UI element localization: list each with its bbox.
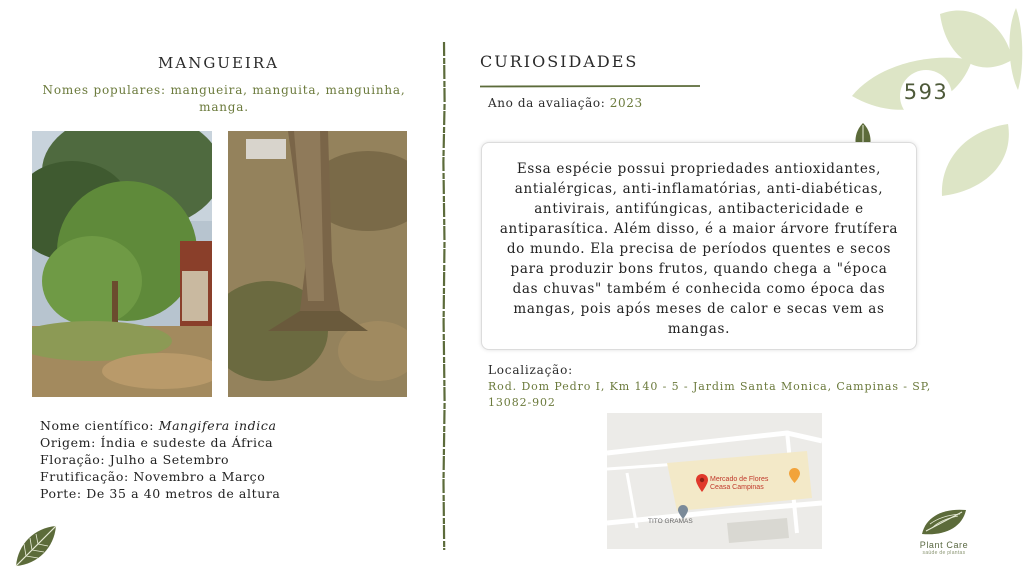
map-secondary-label: TITO GRAMAS	[648, 518, 693, 525]
badge-number: 593	[903, 80, 949, 104]
photo-tree-trunk	[228, 131, 407, 397]
scientific-name-value: Mangifera indica	[158, 418, 277, 433]
map-pin-label-line1: Mercado de Flores	[710, 476, 769, 483]
plant-title: MANGUEIRA	[158, 54, 279, 72]
scientific-name-label: Nome científico:	[40, 418, 155, 433]
map-pin-icon[interactable]	[696, 474, 708, 496]
map-pin-label	[710, 476, 768, 492]
year-label: Ano da avaliação:	[488, 96, 606, 110]
leaf-icon	[12, 522, 60, 574]
location-address: Rod. Dom Pedro I, Km 140 - 5 - Jardim Santa Monica, Campinas - SP, 13082-902	[488, 380, 932, 409]
origin-row: Origem: Índia e sudeste da África	[40, 435, 274, 450]
section-title: CURIOSIDADES	[480, 52, 639, 71]
description-text: Essa espécie possui propriedades antioxidantes, antialérgicas, anti-inflamatórias, anti-diabéticas, antivirais, antifúngicas, antibactericidade e antiparasítica. Além disso, é a maior árvore frutífera do mundo. Ela precisa de períodos quentes e secos para produzir bons frutos, quando chega a "época das chuvas" também é conhecida como época das mangas, pois após meses de calor e secas vem as mangas.	[499, 161, 899, 337]
plant-care-logo	[904, 506, 984, 540]
title-underline	[480, 74, 700, 79]
evaluation-year	[488, 96, 643, 110]
vertical-divider	[441, 42, 447, 550]
map-pin-label-line2: Ceasa Campinas	[710, 484, 764, 491]
location-label: Localização:	[488, 363, 573, 377]
scientific-name-row	[40, 417, 280, 434]
fruiting-row: Frutificação: Novembro a Março	[40, 469, 266, 484]
brand-name: Plant Care	[919, 540, 969, 550]
food-pin-icon	[789, 468, 800, 487]
popular-names: Nomes populares: mangueira, manguita, manguinha, manga.	[42, 83, 406, 114]
size-row: Porte: De 35 a 40 metros de altura	[40, 486, 281, 501]
brand-logo	[904, 506, 984, 556]
year-value: 2023	[609, 96, 643, 110]
photo-tree-canopy	[32, 131, 212, 397]
plant-info	[40, 417, 280, 502]
flowering-row: Floração: Julho a Setembro	[40, 452, 230, 467]
brand-tagline: saúde de plantas	[922, 550, 966, 556]
